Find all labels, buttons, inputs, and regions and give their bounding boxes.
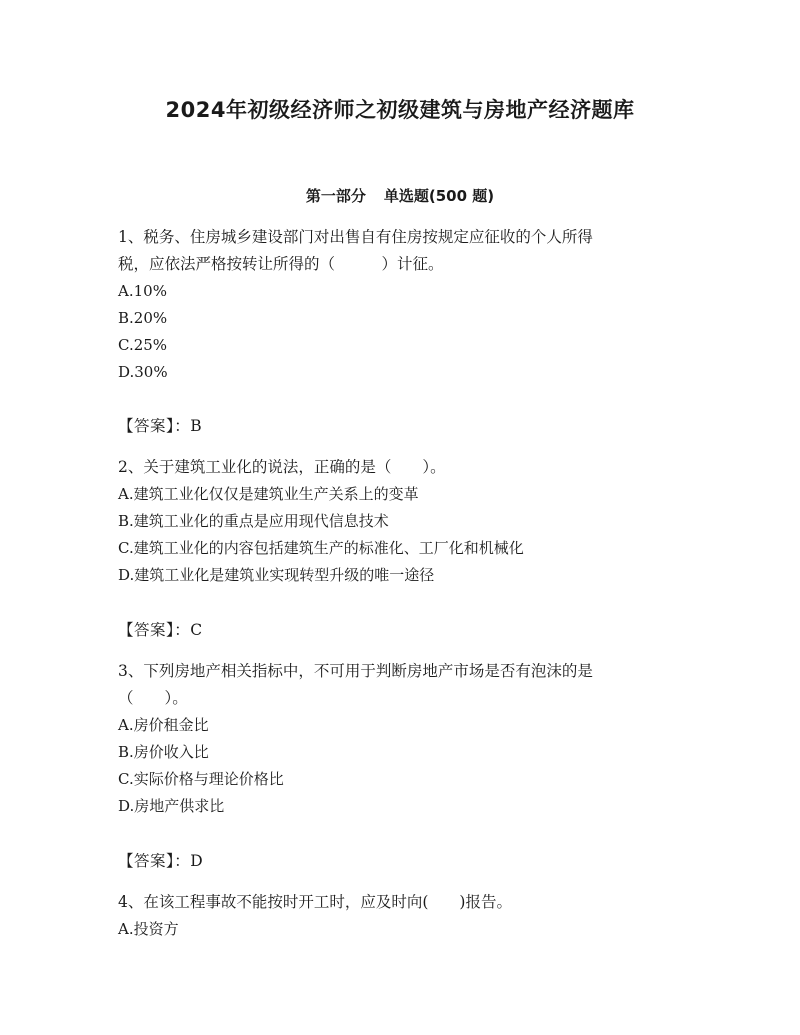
question-3-option-b: B.房价收入比: [118, 743, 209, 761]
question-3-option-a: A.房价租金比: [118, 716, 209, 734]
question-2-option-c: C.建筑工业化的内容包括建筑生产的标准化、工厂化和机械化: [118, 539, 524, 557]
section-heading: [0, 185, 800, 206]
question-1-stem-line-2: 税，应依法严格按转让所得的（ ）计征。: [118, 255, 444, 273]
question-2-option-b: B.建筑工业化的重点是应用现代信息技术: [118, 512, 389, 530]
question-3-stem-line-2: （ ）。: [118, 689, 188, 707]
question-3-option-d: D.房地产供求比: [118, 797, 225, 815]
question-2-answer: 【答案】：C: [118, 621, 203, 639]
question-1-option-d: D.30%: [118, 363, 168, 381]
question-1-option-c: C.25%: [118, 336, 168, 354]
question-1-answer: 【答案】：B: [118, 417, 203, 435]
document-title: 2024年初级经济师之初级建筑与房地产经济题库: [165, 98, 635, 122]
question-1-option-b: B.20%: [118, 309, 168, 327]
question-1-stem-line-1: 1、税务、住房城乡建设部门对出售自有住房按规定应征收的个人所得: [118, 228, 593, 246]
section-name: 单选题(500 题): [383, 187, 495, 205]
question-2-option-d: D.建筑工业化是建筑业实现转型升级的唯一途径: [118, 566, 435, 584]
question-2-option-a: A.建筑工业化仅仅是建筑业生产关系上的变革: [118, 485, 419, 503]
question-4-stem-line-1: 4、在该工程事故不能按时开工时，应及时向( )报告。: [118, 893, 512, 911]
question-3-option-c: C.实际价格与理论价格比: [118, 770, 284, 788]
question-1-option-a: A.10%: [118, 282, 167, 300]
question-4-option-a: A.投资方: [118, 920, 179, 938]
question-3-stem-line-1: 3、下列房地产相关指标中，不可用于判断房地产市场是否有泡沫的是: [118, 662, 593, 680]
section-part: 第一部分: [305, 187, 366, 205]
question-3-answer: 【答案】：D: [118, 852, 204, 870]
question-2-stem-line-1: 2、关于建筑工业化的说法，正确的是（ ）。: [118, 458, 446, 476]
